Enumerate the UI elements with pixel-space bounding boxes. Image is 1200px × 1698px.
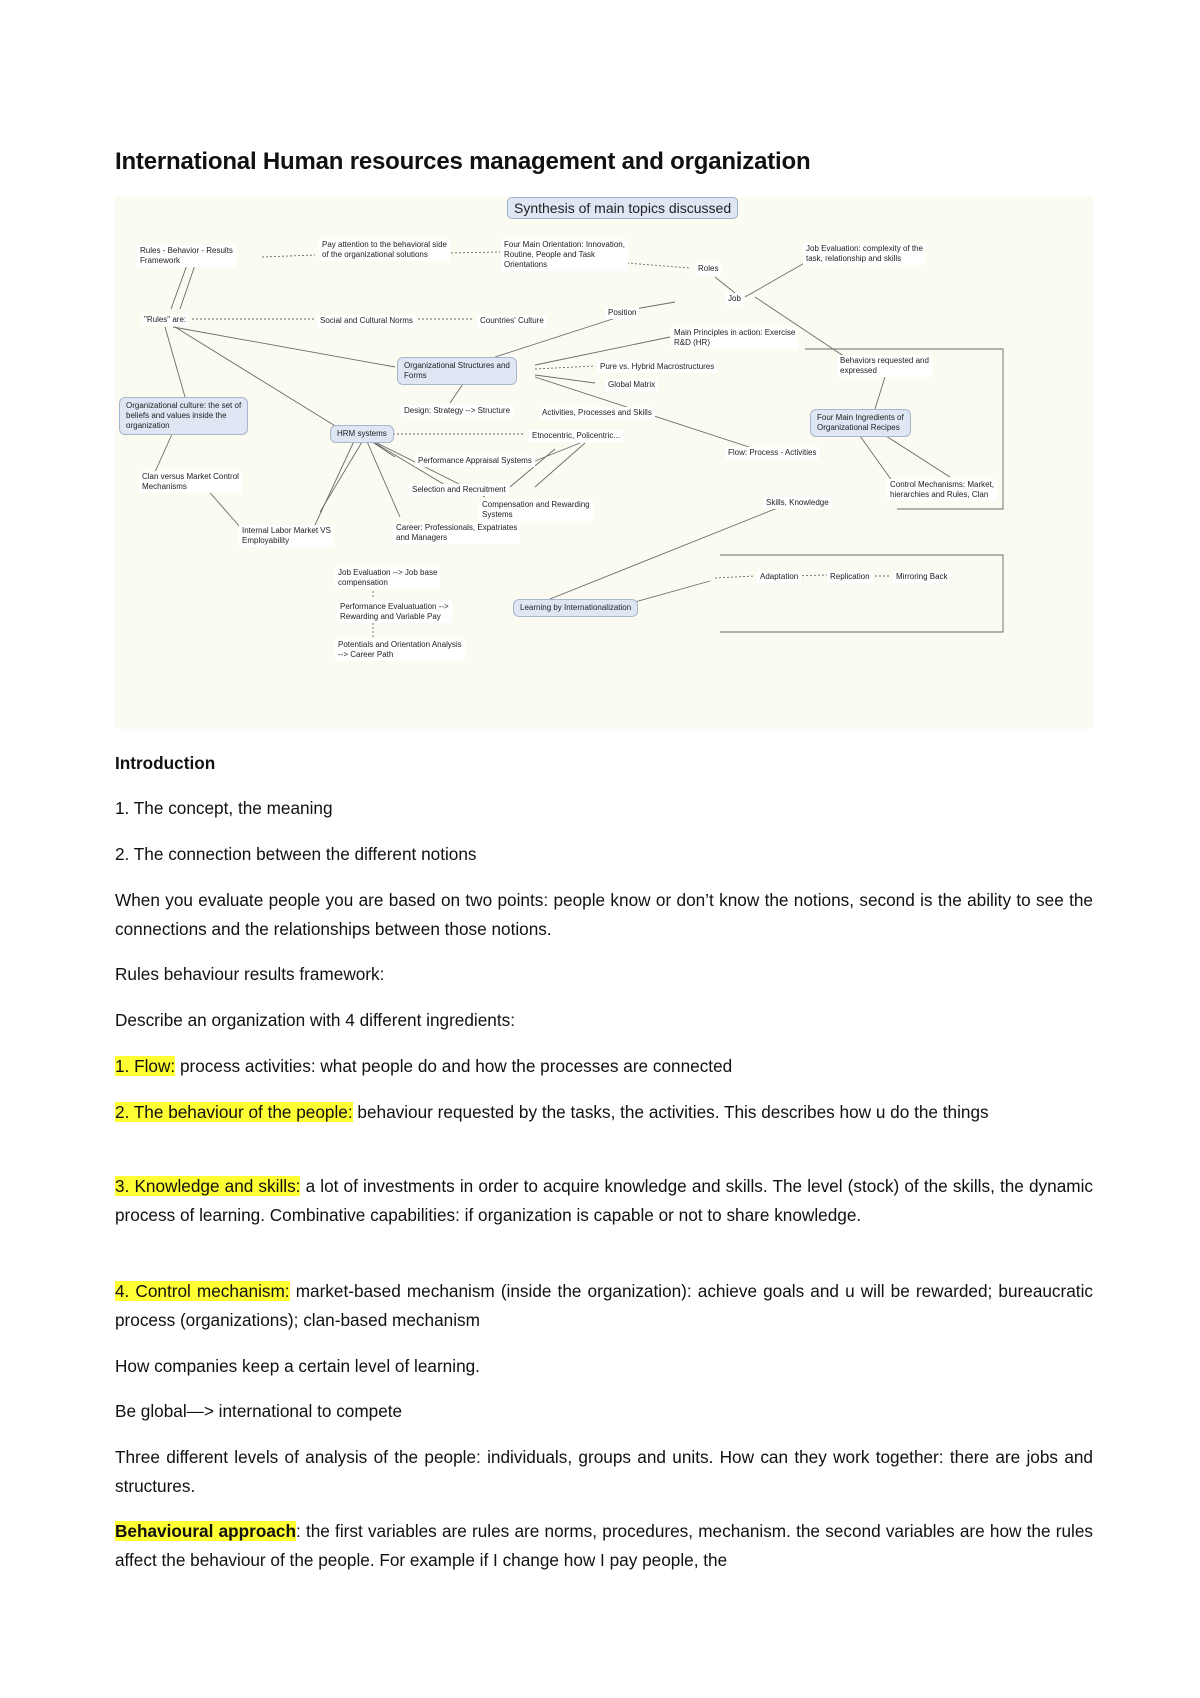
node-ethnocentric: Etnocentric, Policentric... (529, 430, 623, 442)
node-selection: Selection and Recruitment (409, 484, 509, 496)
node-main-principles: Main Principles in action: Exercise R&D (HR) (671, 327, 798, 349)
node-design-strategy: Design: Strategy --> Structure (401, 405, 513, 417)
node-rules-are: "Rules" are: (141, 314, 189, 326)
ingredient-knowledge (115, 1172, 1093, 1230)
node-career: Career: Professionals, Expatriates and Managers (393, 522, 520, 544)
node-adaptation: Adaptation (757, 571, 801, 583)
node-position: Position (605, 307, 639, 319)
ingredient-flow-label: 1. Flow: (115, 1056, 176, 1076)
node-pay-attention: Pay attention to the behavioral side of the organizational solutions (319, 239, 450, 261)
ingredient-behaviour-text: behaviour requested by the tasks, the activities. This describes how u do the things (352, 1102, 989, 1122)
node-org-culture: Organizational culture: the set of beliefs and values inside the organization (119, 397, 248, 435)
node-pure-hybrid: Pure vs. Hybrid Macrostructures (597, 361, 717, 373)
para-levels: Three different levels of analysis of the people: individuals, groups and units. How can they work together: there are jobs and structures. (115, 1447, 1093, 1496)
node-performance-eval: Performance Evaluatuation --> Rewarding and Variable Pay (337, 601, 452, 623)
node-social-norms: Social and Cultural Norms (317, 315, 416, 327)
node-global-matrix: Global Matrix (605, 379, 658, 391)
node-potentials: Potentials and Orientation Analysis --> Career Path (335, 639, 465, 661)
behavioural-approach-label: Behavioural approach (115, 1521, 296, 1541)
node-mirroring-back: Mirroring Back (893, 571, 951, 583)
ingredient-control-text: market-based mechanism (inside the organization): achieve goals and u will be rewarded; bureaucratic process (organizations); clan-based mechanism (115, 1281, 1093, 1330)
introduction-heading: Introduction (115, 753, 216, 773)
node-hrm-systems: HRM systems (330, 425, 394, 443)
ingredient-flow (115, 1052, 1093, 1081)
para-evaluate: When you evaluate people you are based on two points: people know or don’t know the notions, second is the ability to see the connections and the relationships between those notions. (115, 890, 1093, 939)
node-roles: Roles (695, 263, 721, 275)
node-org-structures: Organizational Structures and Forms (397, 357, 517, 385)
node-countries-culture: Countries' Culture (477, 315, 547, 327)
ingredient-control (115, 1277, 1093, 1335)
ingredient-behaviour-label: 2. The behaviour of the people: (115, 1102, 353, 1122)
para-learning: How companies keep a certain level of learning. (115, 1356, 480, 1376)
para-behavioural (115, 1517, 1093, 1575)
ingredient-flow-text: process activities: what people do and how the processes are connected (175, 1056, 733, 1076)
node-compensation: Compensation and Rewarding Systems (479, 499, 593, 521)
node-behaviors-requested: Behaviors requested and expressed (837, 355, 932, 377)
node-replication: Replication (827, 571, 873, 583)
node-job: Job (725, 293, 744, 305)
node-flow: Flow: Process - Activities (725, 447, 819, 459)
node-four-ingredients: Four Main Ingredients of Organizational Recipes (810, 409, 911, 437)
intro-item-1: 1. The concept, the meaning (115, 798, 333, 818)
ingredient-behaviour (115, 1098, 1093, 1127)
node-skills-knowledge: Skills, Knowledge (763, 497, 832, 509)
node-rules-framework: Rules - Behavior - Results Framework (137, 245, 236, 267)
node-control-mechanisms: Control Mechanisms: Market, hierarchies and Rules, Clan (887, 479, 997, 501)
para-describe: Describe an organization with 4 different ingredients: (115, 1010, 516, 1030)
diagram-connectors (115, 197, 1093, 729)
document-title: International Human resources management and organization (115, 148, 811, 175)
node-internal-labor: Internal Labor Market VS Employability (239, 525, 334, 547)
node-activities-processes: Activities, Processes and Skills (539, 407, 655, 419)
behavioural-approach-text: : the first variables are rules are norms, procedures, mechanism. the second variables are how the rules affect the behaviour of the people. For example if I change how I pay people, the (115, 1521, 1093, 1570)
para-global: Be global—> international to compete (115, 1401, 403, 1421)
ingredient-knowledge-text: a lot of investments in order to acquire knowledge and skills. The level (stock) of the skills, the dynamic process of learning. Combinative capabilities: if organization is capable or not to share knowledge. (115, 1176, 1093, 1225)
diagram-main-title: Synthesis of main topics discussed (507, 197, 738, 219)
node-four-main-orientation: Four Main Orientation: Innovation, Routine, People and Task Orientations (501, 239, 628, 271)
node-learning-intl: Learning by Internationalization (513, 599, 638, 617)
para-rules-framework: Rules behaviour results framework: (115, 964, 385, 984)
topics-diagram (115, 197, 1093, 729)
ingredient-knowledge-label: 3. Knowledge and skills: (115, 1176, 301, 1196)
ingredient-control-label: 4. Control mechanism: (115, 1281, 290, 1301)
intro-item-2: 2. The connection between the different notions (115, 844, 477, 864)
node-clan-market: Clan versus Market Control Mechanisms (139, 471, 242, 493)
node-job-evaluation-top: Job Evaluation: complexity of the task, relationship and skills (803, 243, 926, 265)
node-job-evaluation-base: Job Evaluation --> Job base compensation (335, 567, 440, 589)
node-performance-appraisal: Performance Appraisal Systems (415, 455, 535, 467)
